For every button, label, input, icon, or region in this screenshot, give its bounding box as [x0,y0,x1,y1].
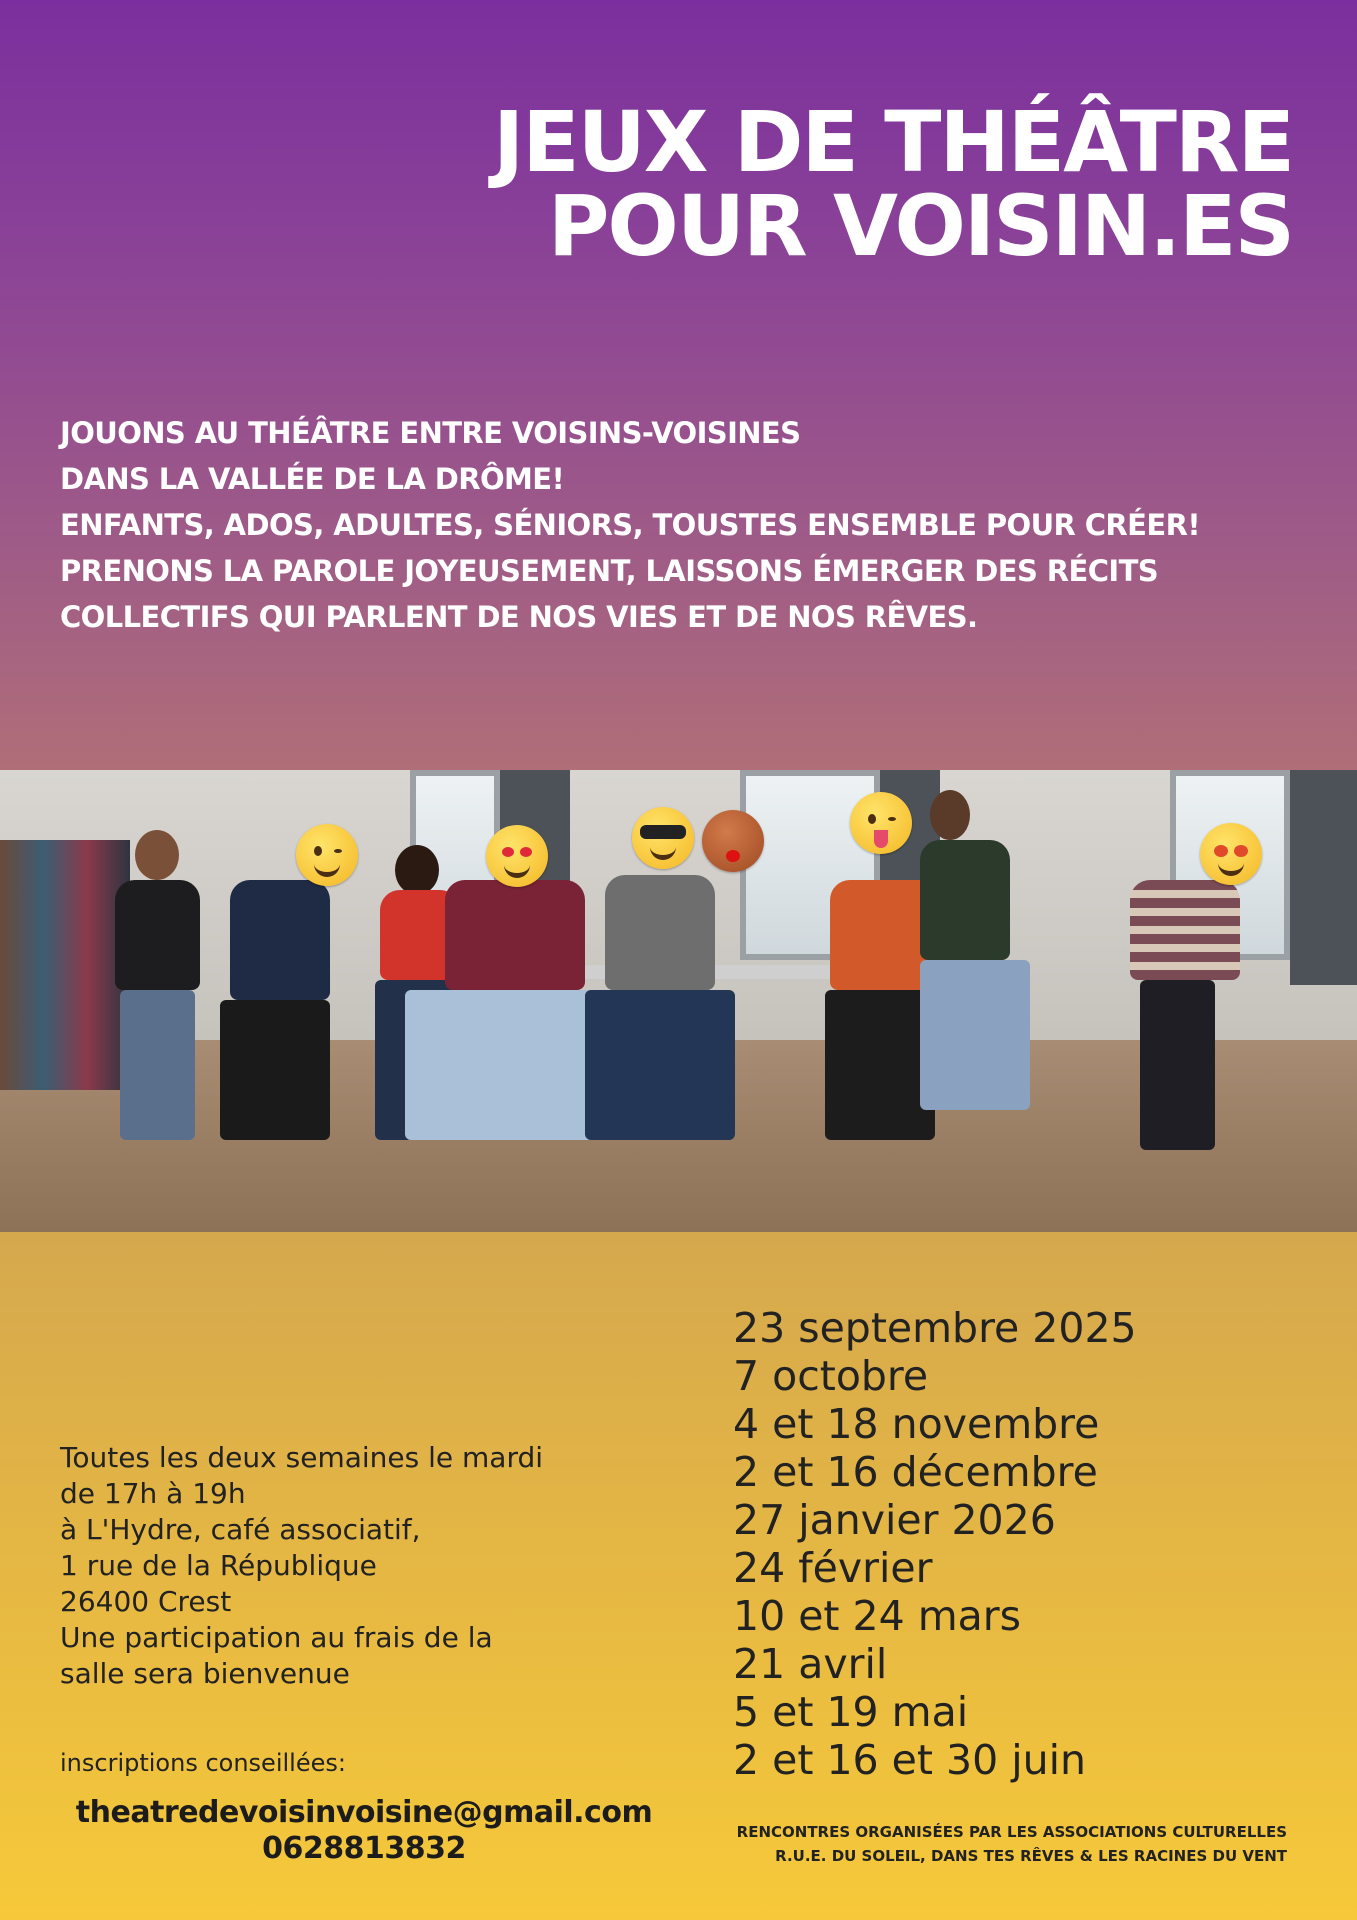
session-dates-list [733,1304,1137,1784]
tongue-wink-face-emoji-icon [850,792,912,854]
poster-title [492,93,1293,275]
schedule-line: à L'Hydre, café associatif, [60,1513,421,1546]
session-date: 24 février [733,1544,933,1592]
intro-line: JOUONS AU THÉÂTRE ENTRE VOISINS-VOISINES [60,416,801,450]
contact-email-link[interactable]: theatredevoisinvoisine@gmail.com [75,1795,653,1830]
schedule-line: 1 rue de la République [60,1549,377,1582]
intro-line: DANS LA VALLÉE DE LA DRÔME! [60,462,565,496]
session-date: 27 janvier 2026 [733,1496,1056,1544]
schedule-info [60,1440,700,1692]
contact-info [40,1795,688,1867]
wink-face-emoji-icon [296,824,358,886]
credits-line: R.U.E. DU SOLEIL, DANS TES RÊVES & LES RACINES DU VENT [775,1847,1287,1865]
group-photo-image [0,770,1357,1232]
heart-eyes-emoji-icon [486,825,548,887]
schedule-line: Toutes les deux semaines le mardi [60,1441,544,1474]
session-date: 10 et 24 mars [733,1592,1022,1640]
title-line-1: JEUX DE THÉÂTRE [492,93,1293,191]
schedule-line: salle sera bienvenue [60,1657,350,1690]
reindeer-face-emoji-icon [702,810,764,872]
intro-text [60,410,1310,640]
session-date: 5 et 19 mai [733,1688,969,1736]
star-struck-face-emoji-icon [1200,823,1262,885]
intro-line: COLLECTIFS QUI PARLENT DE NOS VIES ET DE NOS RÊVES. [60,600,978,634]
session-date: 2 et 16 décembre [733,1448,1098,1496]
title-line-2: POUR VOISIN.ES [547,177,1293,275]
session-date: 7 octobre [733,1352,929,1400]
schedule-line: de 17h à 19h [60,1477,246,1510]
photo-curtain [1290,770,1357,985]
intro-line: ENFANTS, ADOS, ADULTES, SÉNIORS, TOUSTES ENSEMBLE POUR CRÉER! [60,508,1200,542]
session-date: 21 avril [733,1640,888,1688]
sunglasses-face-emoji-icon [632,807,694,869]
credits-line: RENCONTRES ORGANISÉES PAR LES ASSOCIATIONS CULTURELLES [736,1823,1287,1841]
session-date: 4 et 18 novembre [733,1400,1100,1448]
organizers-credits [737,1820,1287,1868]
session-date: 2 et 16 et 30 juin [733,1736,1086,1784]
session-date: 23 septembre 2025 [733,1304,1137,1352]
registration-label: inscriptions conseillées: [60,1749,346,1777]
schedule-line: 26400 Crest [60,1585,232,1618]
intro-line: PRENONS LA PAROLE JOYEUSEMENT, LAISSONS ÉMERGER DES RÉCITS [60,554,1159,588]
schedule-line: Une participation au frais de la [60,1621,493,1654]
contact-phone-link[interactable]: 0628813832 [262,1831,466,1866]
photo-coat-rack [0,840,130,1090]
